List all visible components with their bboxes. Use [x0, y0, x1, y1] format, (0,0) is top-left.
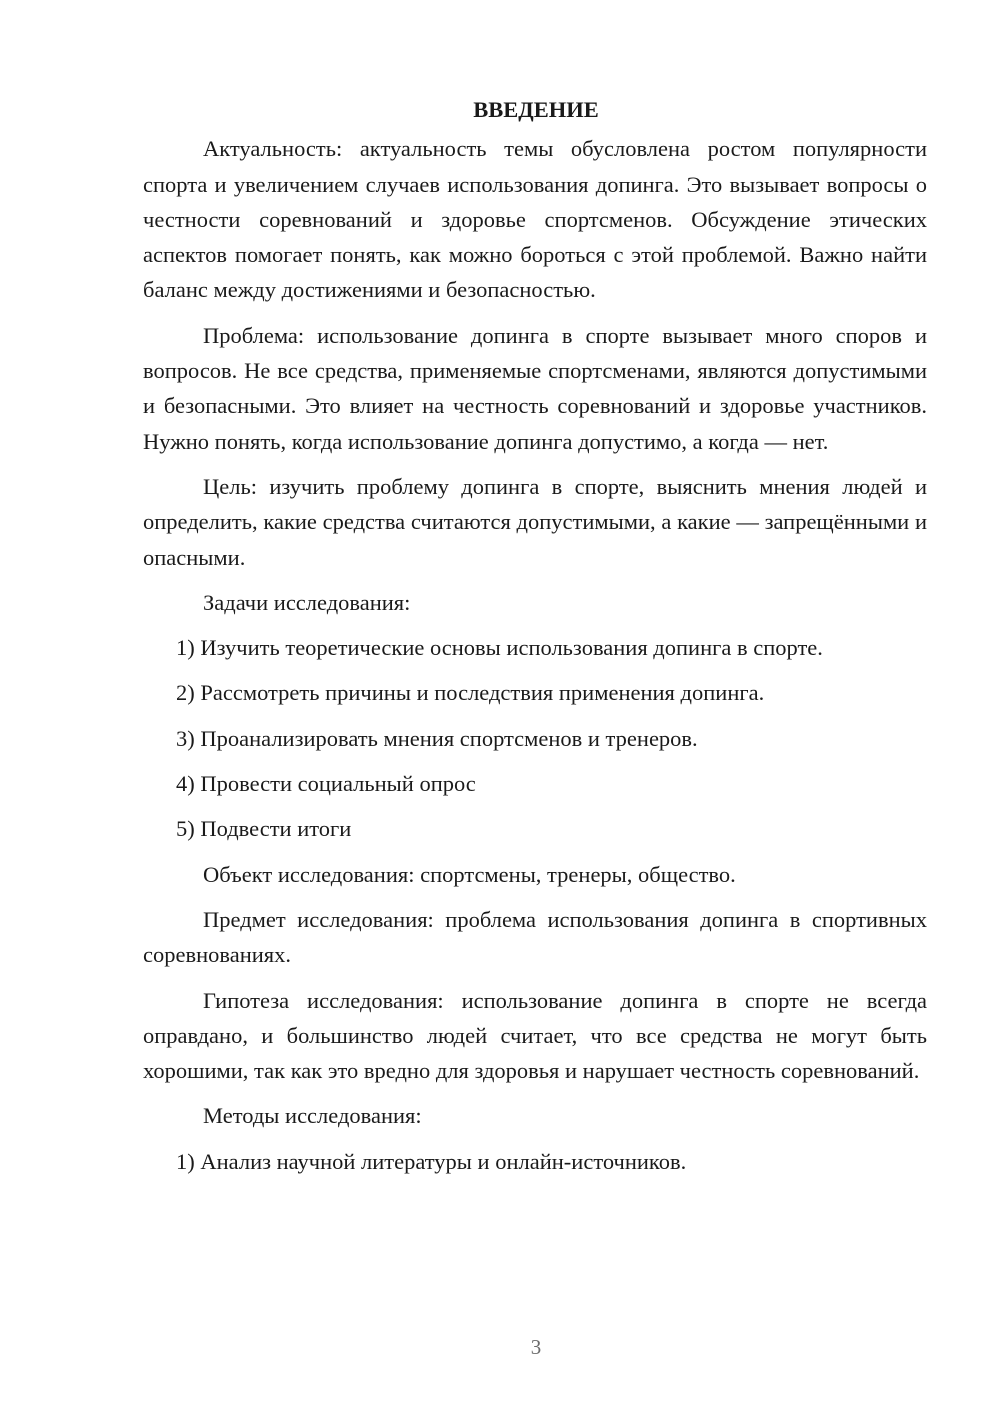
page-number: 3	[530, 1335, 542, 1359]
list-item: 4) Провести социальный опрос	[176, 771, 476, 797]
object-paragraph: Объект исследования: спортсмены, тренеры, общество.	[203, 861, 736, 887]
page-content	[143, 92, 927, 1189]
page-title: ВВЕДЕНИЕ	[473, 97, 599, 122]
problem-paragraph: Проблема: использование допинга в спорте вызывает много споров и вопросов. Не все средства, применяемые спортсменами, являются допустимыми и безопасными. Это влияет на честность соревнований и здоровье участников. Нужно понять, когда использование допинга допустимо, а когда — нет.	[143, 322, 927, 454]
relevance-paragraph: Актуальность: актуальность темы обусловлена ростом популярности спорта и увеличением случаев использования допинга. Это вызывает вопросы о честности соревнований и здоровье спортсменов. Обсуждение этических аспектов помогает понять, как можно бороться с этой проблемой. Важно найти баланс между достижениями и безопасностью.	[143, 136, 927, 303]
hypothesis-paragraph: Гипотеза исследования: использование допинга в спорте не всегда оправдано, и большинство людей считает, что все средства не могут быть хорошими, так как это вредно для здоровья и нарушает честность соревнований.	[143, 987, 927, 1084]
list-item: 1) Изучить теоретические основы использования допинга в спорте.	[176, 635, 823, 661]
list-item: 3) Проанализировать мнения спортсменов и тренеров.	[176, 725, 698, 751]
tasks-heading: Задачи исследования:	[203, 589, 411, 615]
methods-heading: Методы исследования:	[203, 1103, 422, 1129]
list-item: 1) Анализ научной литературы и онлайн-источников.	[176, 1148, 687, 1174]
tasks-list	[143, 630, 927, 846]
list-item: 5) Подвести итоги	[176, 816, 352, 842]
goal-paragraph: Цель: изучить проблему допинга в спорте, выяснить мнения людей и определить, какие средства считаются допустимыми, а какие — запрещёнными и опасными.	[143, 473, 927, 570]
methods-list	[143, 1144, 927, 1179]
subject-paragraph: Предмет исследования: проблема использования допинга в спортивных соревнованиях.	[143, 906, 927, 968]
list-item: 2) Рассмотреть причины и последствия применения допинга.	[176, 680, 765, 706]
